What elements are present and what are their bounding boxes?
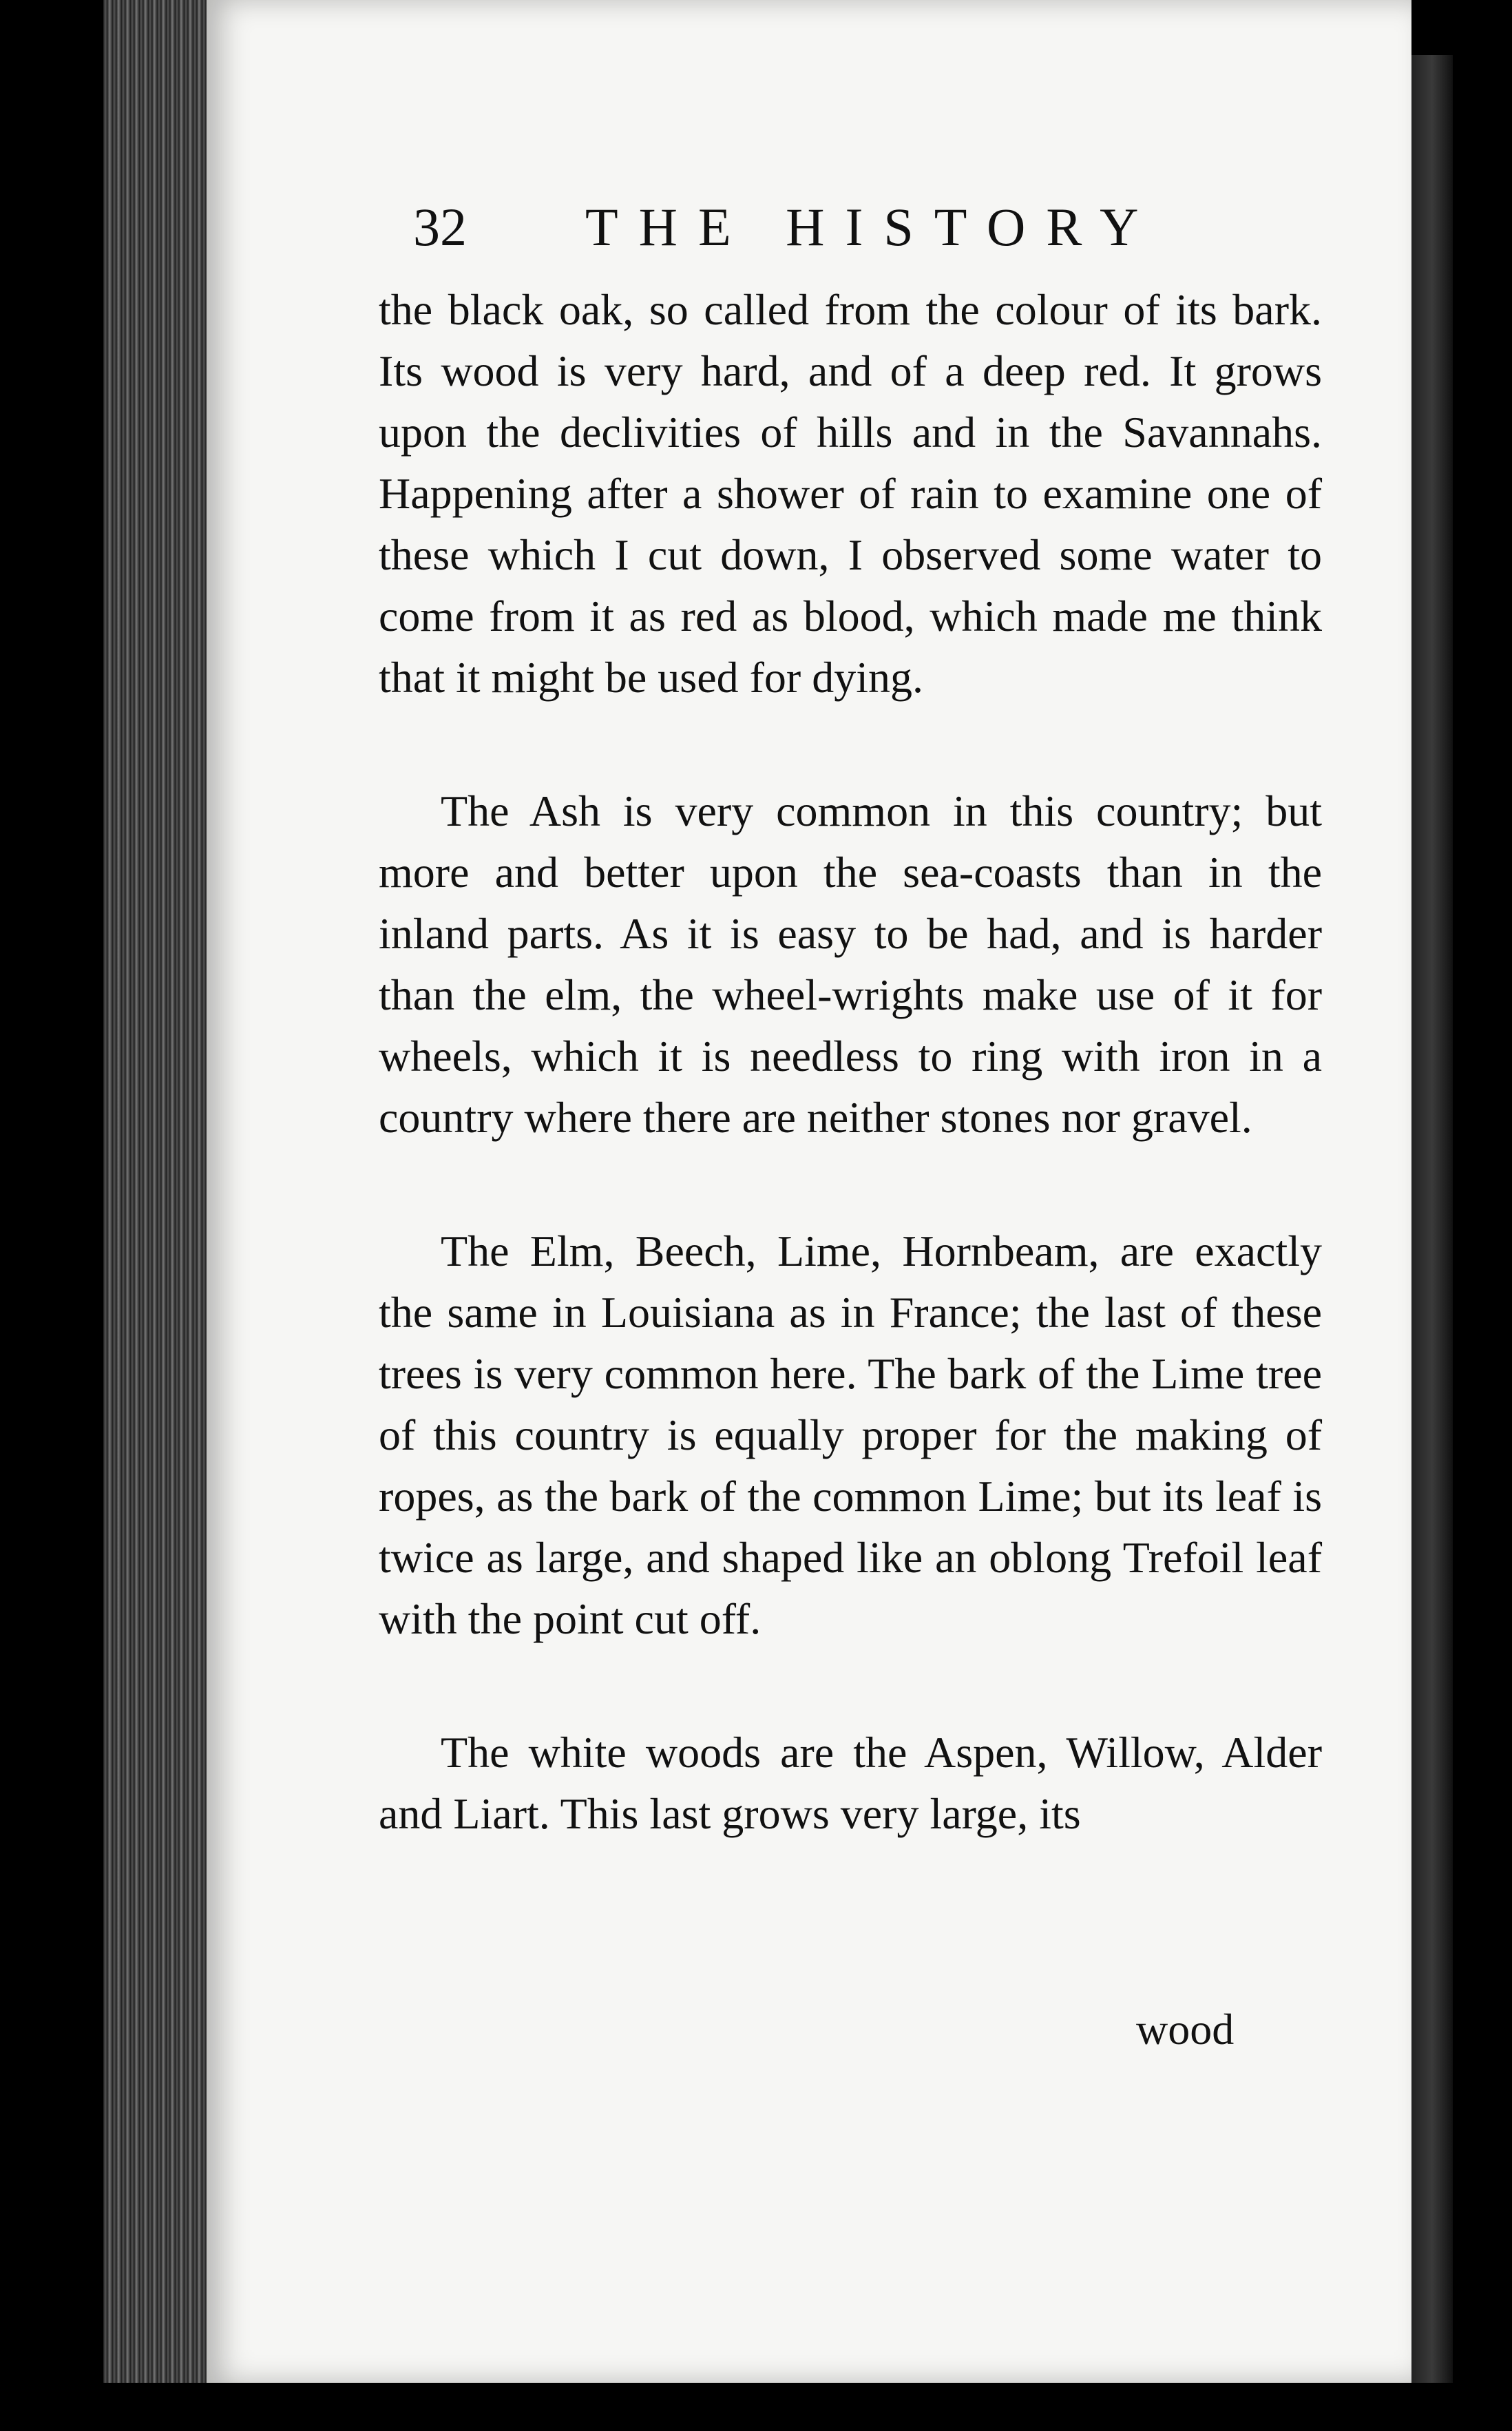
page-number: 32 [413, 197, 467, 257]
page-header [413, 196, 1226, 279]
facing-page-edge [1411, 55, 1453, 2383]
catchword: wood [1136, 2005, 1235, 2054]
paragraph-elm-beech-lime: The Elm, Beech, Lime, Hornbeam, are exactly the same in Louisiana as in France; the last of these trees is very common here. The bark of the Lime tree of this country is equally proper for the making of ropes, as the bark of the common Lime; but its leaf is twice as large, and shaped like an oblong Trefoil leaf with the point cut off. [379, 1227, 1322, 1643]
bottom-shadow [103, 2383, 1480, 2431]
paragraph-black-oak: the black oak, so called from the colour of its bark. Its wood is very hard, and of a deep red. It grows upon the declivities of hills and in the Savannahs. Happening after a shower of rain to examine one of these which I cut down, I observed some water to come from it as red as blood, which made me think that it might be used for dying. [379, 285, 1322, 702]
body-text [379, 279, 1322, 1844]
running-head: THE HISTORY [585, 197, 1159, 257]
paragraph-ash: The Ash is very common in this country; but more and better upon the sea-coasts than in the inland parts. As it is easy to be had, and is harder than the elm, the wheel-wrights make use of it for wheels, which it is needless to ring with iron in a country where there are neither stones nor gravel. [379, 786, 1322, 1142]
paragraph-white-woods: The white woods are the Aspen, Willow, Alder and Liart. This last grows very large, its [379, 1728, 1322, 1838]
